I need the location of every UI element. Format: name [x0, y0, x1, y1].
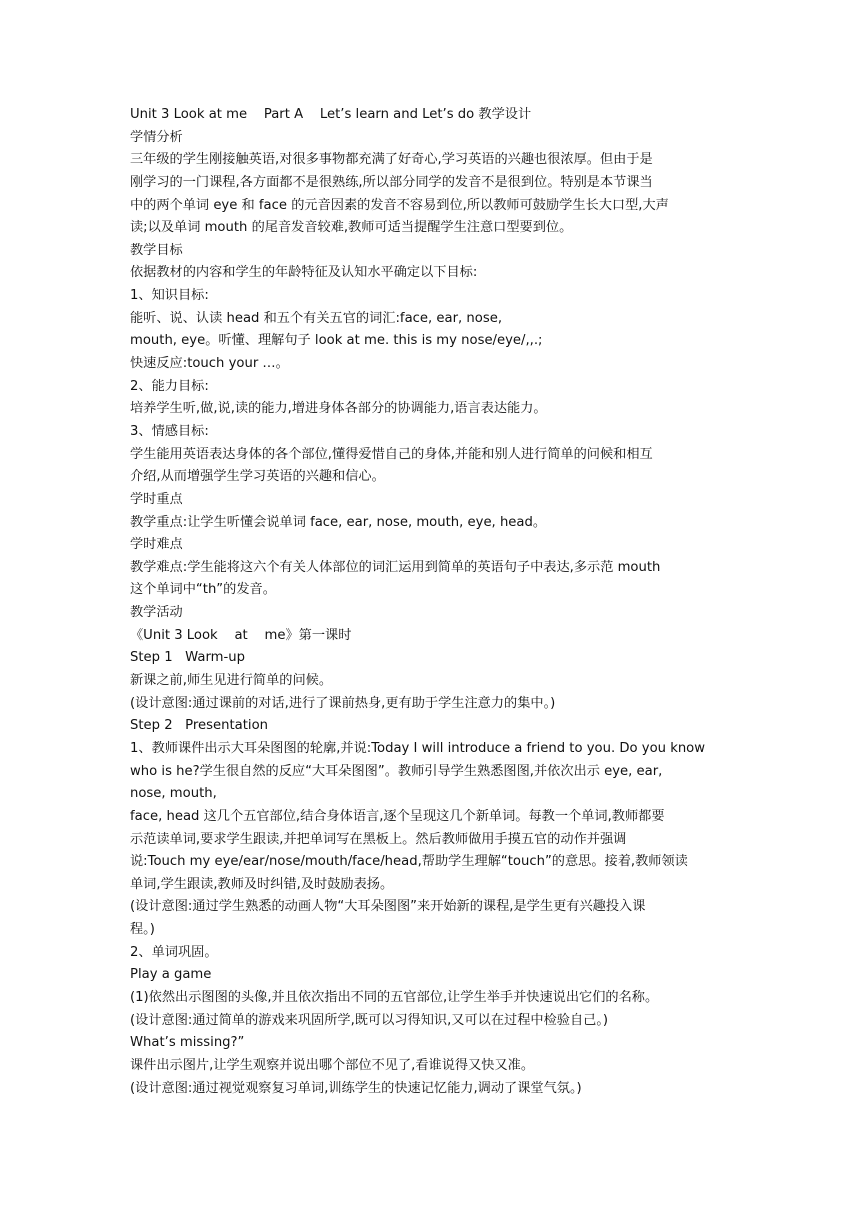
- text-line: 刚学习的一门课程,各方面都不是很熟练,所以部分同学的发音不是很到位。特别是本节课当: [130, 174, 653, 190]
- text-line: 《Unit 3 Look at me》第一课时: [130, 627, 352, 643]
- text-line: 三年级的学生刚接触英语,对很多事物都充满了好奇心,学习英语的兴趣也很浓厚。但由于是: [130, 152, 653, 168]
- text-line: Unit 3 Look at me Part A Let’s learn and Let’s do 教学设计: [130, 107, 532, 122]
- text-line: 学时难点: [130, 537, 183, 553]
- text-line: Play a game: [130, 967, 212, 983]
- text-line: 快速反应:touch your …。: [130, 356, 289, 372]
- text-line: 学生能用英语表达身体的各个部位,懂得爱惜自己的身体,并能和别人进行简单的问候和相互: [130, 446, 653, 462]
- text-line: face, head 这几个五官部位,结合身体语言,逐个呈现这几个新单词。每教一个单词,教师都要: [130, 808, 665, 824]
- text-line: Step 1 Warm-up: [130, 650, 245, 666]
- text-line: (设计意图:通过学生熟悉的动画人物“大耳朵图图”来开始新的课程,是学生更有兴趣投入课: [130, 899, 646, 915]
- text-line: 3、情感目标:: [130, 423, 209, 439]
- text-line: 介绍,从而增强学生学习英语的兴趣和信心。: [130, 469, 385, 485]
- text-line: Step 2 Presentation: [130, 718, 269, 734]
- text-line: 1、知识目标:: [130, 288, 209, 304]
- text-line: (设计意图:通过课前的对话,进行了课前热身,更有助于学生注意力的集中。): [130, 695, 556, 711]
- text-line: 2、单词巩固。: [130, 944, 218, 960]
- text-line: 这个单词中“th”的发音。: [130, 582, 276, 598]
- text-line: 学时重点: [130, 491, 183, 507]
- text-line: 程。): [130, 922, 155, 938]
- text-line: (设计意图:通过简单的游戏来巩固所学,既可以习得知识,又可以在过程中检验自己。): [130, 1012, 609, 1028]
- text-line: 依据教材的内容和学生的年龄特征及认知水平确定以下目标:: [130, 265, 478, 281]
- text-line: 教学重点:让学生听懂会说单词 face, ear, nose, mouth, eye, head。: [130, 514, 547, 530]
- text-line: 2、能力目标:: [130, 378, 209, 394]
- text-line: 中的两个单词 eye 和 face 的元音因素的发音不容易到位,所以教师可鼓励学生长大口型,大声: [130, 197, 669, 213]
- text-line: 教学目标: [130, 242, 183, 258]
- text-line: 能听、说、认读 head 和五个有关五官的词汇:face, ear, nose,: [130, 310, 503, 326]
- text-line: 新课之前,师生见进行简单的问候。: [130, 673, 333, 689]
- text-line: 1、教师课件出示大耳朵图图的轮廓,并说:Today I will introduce a friend to you. Do you know: [130, 740, 706, 756]
- document-body: [130, 104, 732, 1100]
- text-line: 读;以及单词 mouth 的尾音发音较难,教师可适当提醒学生注意口型要到位。: [130, 220, 573, 236]
- text-line: 教学活动: [130, 605, 183, 621]
- text-line: 说:Touch my eye/ear/nose/mouth/face/head,帮助学生理解“touch”的意思。接着,教师领读: [130, 854, 688, 870]
- text-line: 单词,学生跟读,教师及时纠错,及时鼓励表扬。: [130, 876, 394, 892]
- text-line: 培养学生听,做,说,读的能力,增进身体各部分的协调能力,语言表达能力。: [130, 401, 547, 417]
- text-line: (设计意图:通过视觉观察复习单词,训练学生的快速记忆能力,调动了课堂气氛。): [130, 1080, 582, 1096]
- text-line: 课件出示图片,让学生观察并说出哪个部位不见了,看谁说得又快又准。: [130, 1057, 535, 1073]
- text-line: 教学难点:学生能将这六个有关人体部位的词汇运用到简单的英语句子中表达,多示范 mouth: [130, 559, 661, 575]
- text-line: (1)依然出示图图的头像,并且依次指出不同的五官部位,让学生举手并快速说出它们的名称。: [130, 989, 659, 1005]
- text-line: What’s missing?”: [130, 1035, 245, 1051]
- text-line: 学情分析: [130, 129, 183, 145]
- text-line: nose, mouth,: [130, 786, 217, 802]
- text-line: mouth, eye。听懂、理解句子 look at me. this is my nose/eye/,,.;: [130, 333, 543, 349]
- text-line: who is he?学生很自然的反应“大耳朵图图”。教师引导学生熟悉图图,并依次出示 eye, ear,: [130, 763, 663, 779]
- text-line: 示范读单词,要求学生跟读,并把单词写在黑板上。然后教师做用手摸五官的动作并强调: [130, 831, 627, 847]
